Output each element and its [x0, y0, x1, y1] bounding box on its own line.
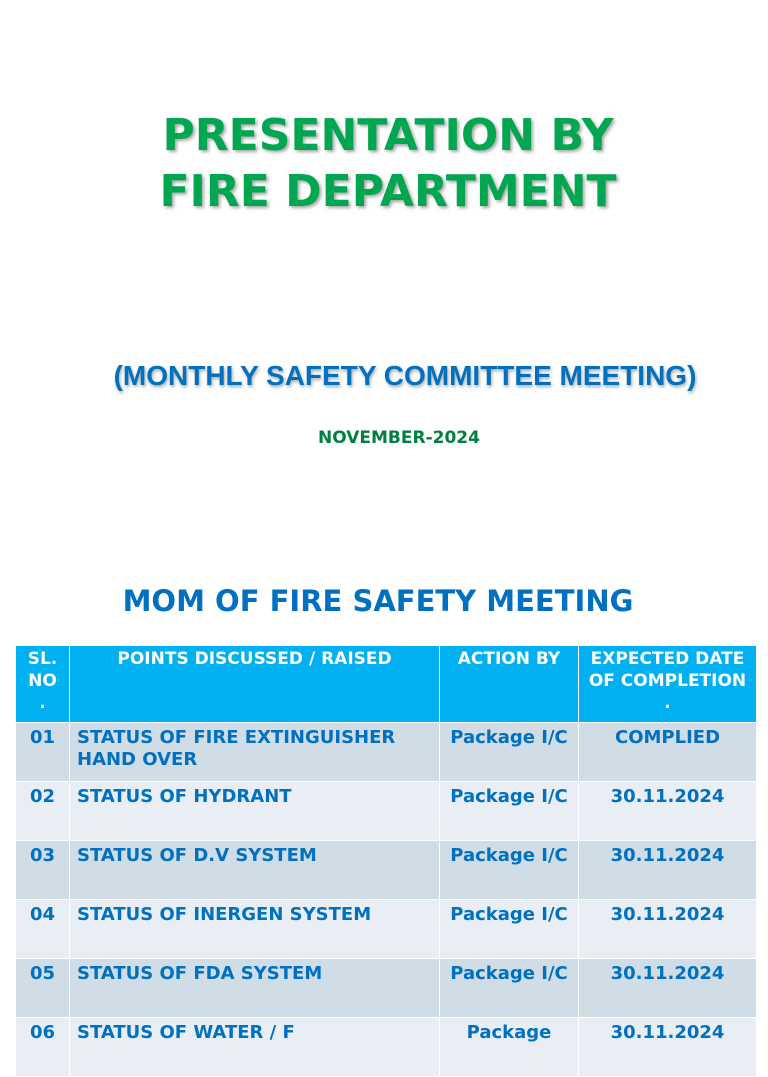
table-header-row: [16, 646, 757, 723]
cell-point: STATUS OF FIRE EXTINGUISHER HAND OVER: [70, 723, 440, 782]
cell-action-by: Package I/C: [440, 841, 579, 900]
cell-completion-date: 30.11.2024: [579, 959, 757, 1018]
header-expected-date: EXPECTED DATE OF COMPLETION .: [579, 646, 757, 723]
title-line-2: FIRE DEPARTMENT: [159, 166, 617, 217]
cell-point: STATUS OF D.V SYSTEM: [70, 841, 440, 900]
cell-action-by: Package I/C: [440, 782, 579, 841]
header-action-by: ACTION BY: [440, 646, 579, 723]
cell-sl-no: 06: [16, 1018, 70, 1077]
meeting-subtitle: (MONTHLY SAFETY COMMITTEE MEETING): [113, 360, 697, 391]
cell-point: STATUS OF WATER / F: [70, 1018, 440, 1077]
meeting-date: NOVEMBER-2024: [318, 428, 480, 448]
table-row: [16, 723, 757, 782]
cell-point: STATUS OF HYDRANT: [70, 782, 440, 841]
table-row: [16, 900, 757, 959]
cell-action-by: Package: [440, 1018, 579, 1077]
cell-action-by: Package I/C: [440, 900, 579, 959]
cell-sl-no: 03: [16, 841, 70, 900]
presentation-title: [0, 108, 768, 220]
cell-completion-date: 30.11.2024: [579, 1018, 757, 1077]
cell-action-by: Package I/C: [440, 959, 579, 1018]
cell-point: STATUS OF INERGEN SYSTEM: [70, 900, 440, 959]
cell-sl-no: 01: [16, 723, 70, 782]
table-row: [16, 782, 757, 841]
table-row: [16, 841, 757, 900]
cell-completion-date: 30.11.2024: [579, 841, 757, 900]
cell-sl-no: 05: [16, 959, 70, 1018]
mom-title: MOM OF FIRE SAFETY MEETING: [122, 584, 634, 618]
cell-sl-no: 04: [16, 900, 70, 959]
cell-sl-no: 02: [16, 782, 70, 841]
header-points-discussed: POINTS DISCUSSED / RAISED: [70, 646, 440, 723]
table-row: [16, 1018, 757, 1077]
title-line-1: PRESENTATION BY: [162, 110, 614, 161]
table-row: [16, 959, 757, 1018]
cell-completion-date: 30.11.2024: [579, 782, 757, 841]
cell-action-by: Package I/C: [440, 723, 579, 782]
mom-table: [15, 645, 757, 1077]
header-sl-no: SL. NO .: [16, 646, 70, 723]
cell-point: STATUS OF FDA SYSTEM: [70, 959, 440, 1018]
cell-completion-date: COMPLIED: [579, 723, 757, 782]
cell-completion-date: 30.11.2024: [579, 900, 757, 959]
